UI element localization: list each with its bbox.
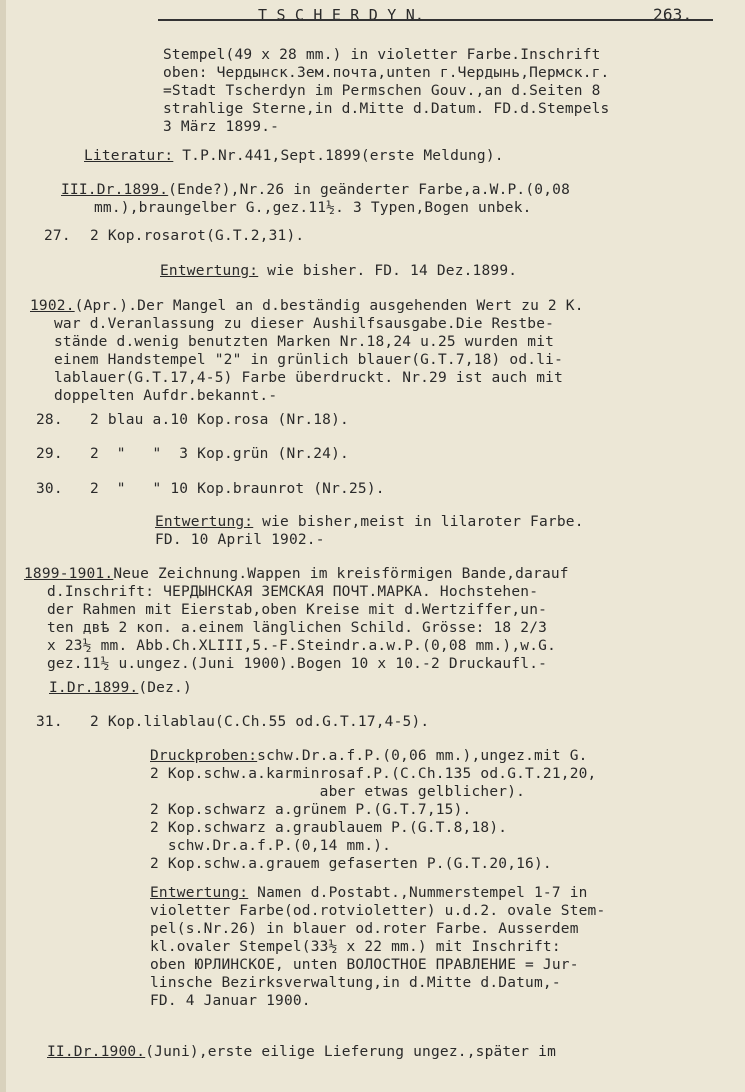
entwertung-line: linsche Bezirksverwaltung,in d.Mitte d.Datum,- bbox=[150, 975, 561, 991]
entwertung-text: wie bisher,meist in lilaroter Farbe. bbox=[253, 514, 584, 530]
entwertung-line: FD. 4 Januar 1900. bbox=[150, 993, 311, 1009]
stamp-description-line: 3 März 1899.- bbox=[163, 119, 280, 135]
entwertung-text: Namen d.Postabt.,Nummerstempel 1-7 in bbox=[248, 885, 588, 901]
catalog-number: 30. bbox=[36, 481, 63, 497]
issue-1899-1901-heading bbox=[24, 565, 569, 583]
entwertung-text: wie bisher. FD. 14 Dez.1899. bbox=[258, 263, 518, 279]
issue-1899-1901-line: d.Inschrift: ЧЕРДЫНСКАЯ ЗЕМСКАЯ ПОЧТ.МАРКА. Hochstehen- bbox=[47, 584, 539, 600]
issue-1902-line: war d.Veranlassung zu dieser Aushilfsausgabe.Die Restbe- bbox=[54, 316, 555, 332]
issue-1902-line: lablauer(G.T.17,4-5) Farbe überdruckt. Nr.29 ist auch mit bbox=[54, 370, 563, 386]
issue-1902-text: (Apr.).Der Mangel an d.beständig ausgehenden Wert zu 2 K. bbox=[74, 298, 584, 314]
issue-1899-1901-label: 1899-1901. bbox=[24, 566, 114, 582]
druckproben-line: 2 Kop.schwarz a.grünem P.(G.T.7,15). bbox=[150, 802, 472, 818]
entwertung-label: Entwertung: bbox=[150, 885, 249, 901]
issue-1899-1901-text: Neue Zeichnung.Wappen im kreisförmigen Bande,darauf bbox=[113, 566, 569, 582]
issue-iii-heading bbox=[61, 181, 570, 199]
issue-1902-heading bbox=[30, 297, 584, 315]
catalog-item-text: 2 Kop.rosarot(G.T.2,31). bbox=[90, 228, 305, 244]
catalog-number: 31. bbox=[36, 714, 63, 730]
entwertung-paragraph bbox=[160, 262, 517, 280]
catalog-number: 29. bbox=[36, 446, 63, 462]
entwertung-paragraph bbox=[150, 884, 588, 902]
issue-1902-line: doppelten Aufdr.bekannt.- bbox=[54, 388, 278, 404]
catalog-number: 28. bbox=[36, 412, 63, 428]
issue-1902-label: 1902. bbox=[30, 298, 75, 314]
entwertung-line: oben ЮРЛИНСКОЕ, unten ВОЛОСТНОЕ ПРАВЛЕНИЕ = Jur- bbox=[150, 957, 579, 973]
druckproben-line: schw.Dr.a.f.P.(0,14 mm.). bbox=[150, 838, 392, 854]
druckproben-line: aber etwas gelblicher). bbox=[150, 784, 526, 800]
entwertung-label: Entwertung: bbox=[160, 263, 259, 279]
entwertung-line: kl.ovaler Stempel(33½ x 22 mm.) mit Inschrift: bbox=[150, 939, 561, 955]
catalog-item-text: 2 " " 3 Kop.grün (Nr.24). bbox=[90, 446, 349, 462]
issue-1899-1901-line: x 23½ mm. Abb.Ch.XLIII,5.-F.Steindr.a.w.P.(0,08 mm.),w.G. bbox=[47, 638, 556, 654]
catalog-number: 27. bbox=[44, 228, 71, 244]
issue-ii-heading bbox=[47, 1043, 556, 1061]
stamp-description-line: Stempel(49 x 28 mm.) in violetter Farbe.Inschrift bbox=[163, 47, 601, 63]
druckproben-text: schw.Dr.a.f.P.(0,06 mm.),ungez.mit G. bbox=[257, 748, 588, 764]
stamp-description-line: strahlige Sterne,in d.Mitte d.Datum. FD.d.Stempels bbox=[163, 101, 610, 117]
druckproben-line: 2 Kop.schwarz a.graublauem P.(G.T.8,18). bbox=[150, 820, 508, 836]
issue-iii-line: mm.),braungelber G.,gez.11½. 3 Typen,Bogen unbek. bbox=[94, 200, 532, 216]
running-title: T S C H E R D Y N. bbox=[258, 6, 425, 24]
issue-ii-text: (Juni),erste eilige Lieferung ungez.,später im bbox=[145, 1044, 557, 1060]
entwertung-line: pel(s.Nr.26) in blauer od.roter Farbe. Ausserdem bbox=[150, 921, 579, 937]
issue-iii-label: III.Dr.1899. bbox=[61, 182, 169, 198]
page-edge-shadow bbox=[0, 0, 6, 1092]
entwertung-line: violetter Farbe(od.rotvioletter) u.d.2. ovale Stem- bbox=[150, 903, 606, 919]
catalog-item-text: 2 " " 10 Kop.braunrot (Nr.25). bbox=[90, 481, 385, 497]
issue-1902-line: stände d.wenig benutzten Marken Nr.18,24 u.25 wurden mit bbox=[54, 334, 555, 350]
entwertung-label: Entwertung: bbox=[155, 514, 254, 530]
druckproben-label: Druckproben: bbox=[150, 748, 258, 764]
literatur-label: Literatur: bbox=[84, 148, 174, 164]
issue-1899-1901-line: der Rahmen mit Eierstab,oben Kreise mit d.Wertziffer,un- bbox=[47, 602, 548, 618]
page-number: 263. bbox=[653, 5, 693, 24]
catalog-item-text: 2 Kop.lilablau(C.Ch.55 od.G.T.17,4-5). bbox=[90, 714, 430, 730]
literatur-text: T.P.Nr.441,Sept.1899(erste Meldung). bbox=[173, 148, 504, 164]
druckproben-heading bbox=[150, 747, 588, 765]
header-rule bbox=[158, 19, 713, 21]
stamp-description-line: =Stadt Tscherdyn im Permschen Gouv.,an d.Seiten 8 bbox=[163, 83, 601, 99]
entwertung-paragraph bbox=[155, 513, 584, 531]
issue-i-label: I.Dr.1899. bbox=[49, 680, 139, 696]
issue-i-heading bbox=[49, 679, 192, 697]
catalog-item-text: 2 blau a.10 Kop.rosa (Nr.18). bbox=[90, 412, 349, 428]
entwertung-line: FD. 10 April 1902.- bbox=[155, 532, 325, 548]
issue-i-text: (Dez.) bbox=[138, 680, 192, 696]
literatur-paragraph bbox=[84, 147, 504, 165]
issue-ii-label: II.Dr.1900. bbox=[47, 1044, 146, 1060]
stamp-description-line: oben: Чердынск.Зем.почта,unten г.Чердынь,Пермск.г. bbox=[163, 65, 610, 81]
druckproben-line: 2 Kop.schw.a.grauem gefaserten P.(G.T.20,16). bbox=[150, 856, 552, 872]
issue-1899-1901-line: gez.11½ u.ungez.(Juni 1900).Bogen 10 x 10.-2 Druckaufl.- bbox=[47, 656, 548, 672]
issue-iii-text: (Ende?),Nr.26 in geänderter Farbe,a.W.P.(0,08 bbox=[168, 182, 571, 198]
druckproben-line: 2 Kop.schw.a.karminrosaf.P.(C.Ch.135 od.G.T.21,20, bbox=[150, 766, 597, 782]
issue-1899-1901-line: ten двѣ 2 коп. a.einem länglichen Schild. Grösse: 18 2/3 bbox=[47, 620, 548, 636]
issue-1902-line: einem Handstempel "2" in grünlich blauer(G.T.7,18) od.li- bbox=[54, 352, 563, 368]
